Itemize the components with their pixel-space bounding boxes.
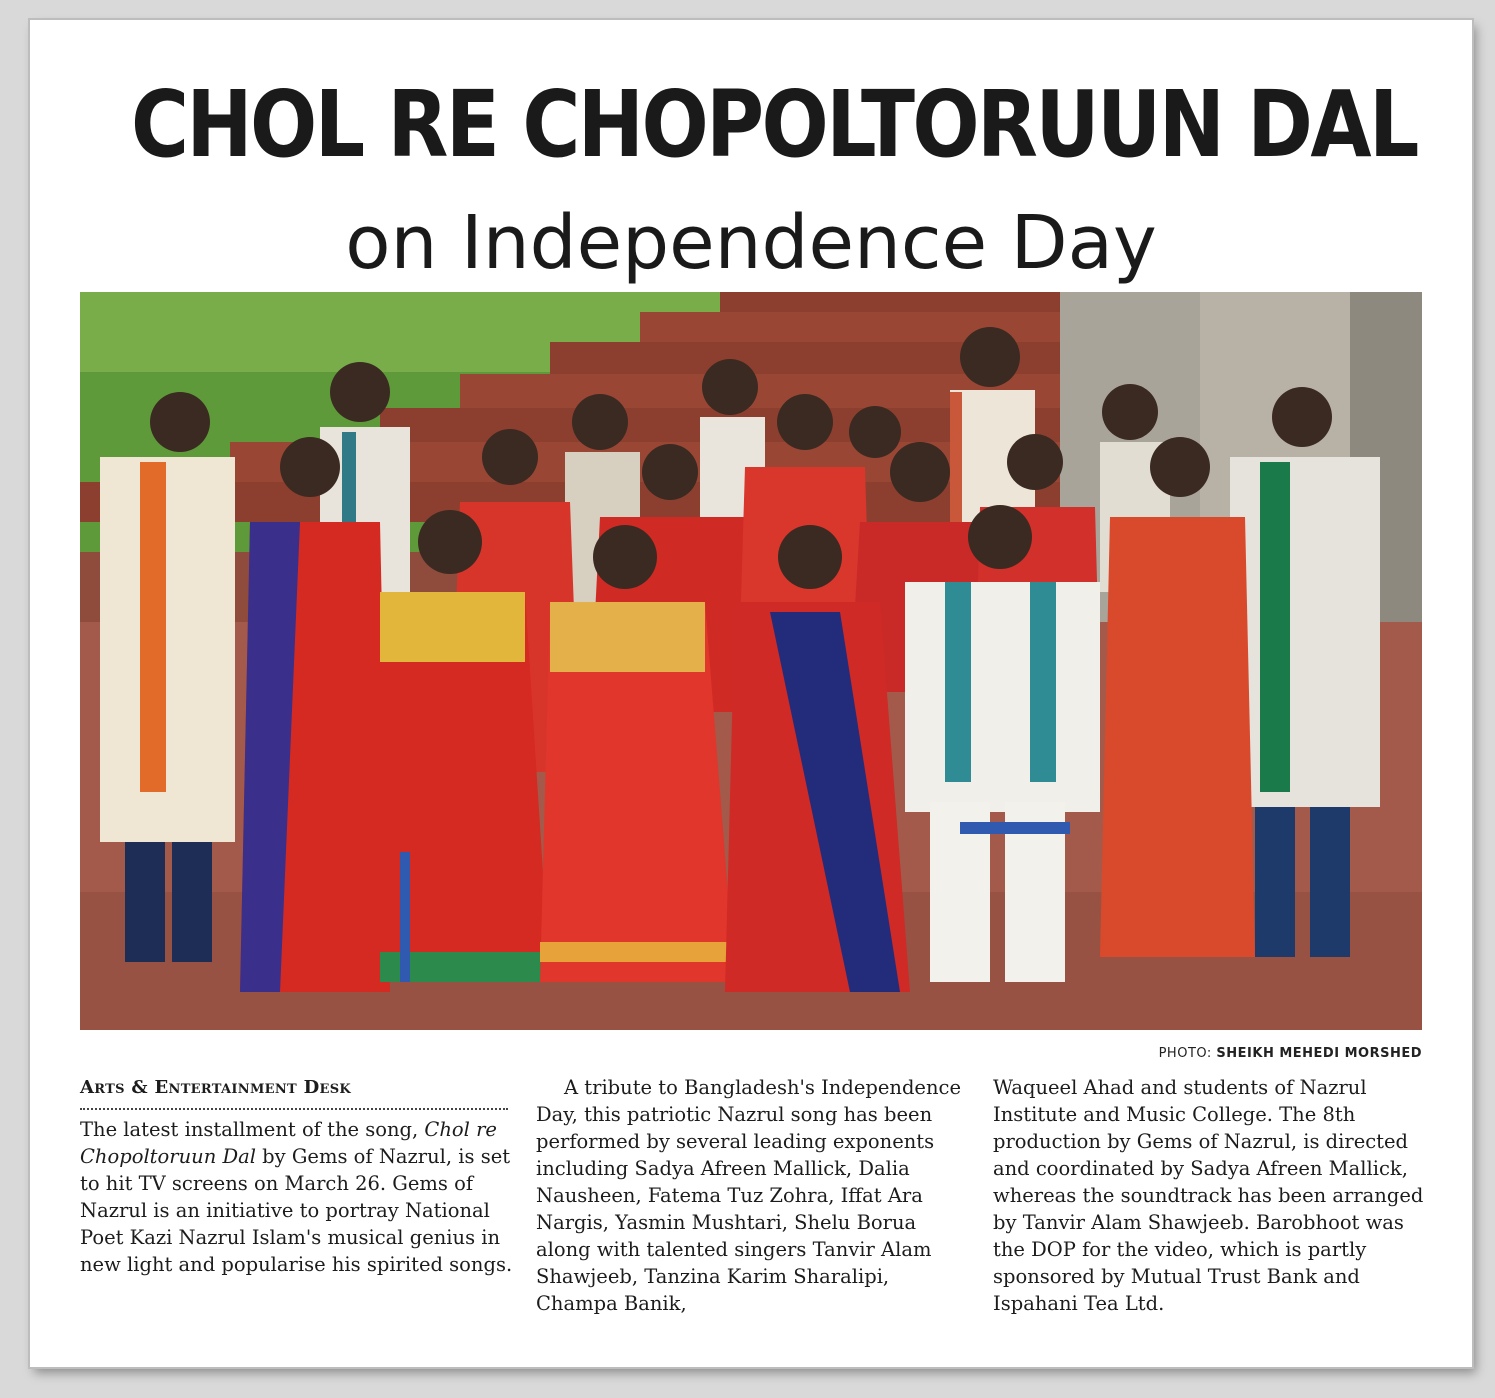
newspaper-page — [30, 20, 1472, 1367]
byline: Arts & Entertainment Desk — [80, 1077, 351, 1098]
article-column-1 — [80, 1074, 516, 1278]
byline-divider — [80, 1102, 508, 1110]
subheadline: on Independence Day — [345, 200, 1157, 286]
column-3-text: Waqueel Ahad and students of Nazrul Institute and Music College. The 8th production by Gems of Nazrul, is directed and coordinated by Sadya Afreen Mallick, whereas the soundtrack has been arranged by Tanvir Alam Shawjeeb. Barobhoot was the DOP for the video, which is partly sponsored by Mutual Trust Bank and Ispahani Tea Ltd. — [993, 1076, 1424, 1315]
column-1-text — [80, 1116, 516, 1278]
group-photo — [80, 292, 1422, 1030]
column-1-intro: The latest installment of the song, — [80, 1118, 425, 1141]
song-title: Chol re Chopoltoruun Dal — [80, 1118, 497, 1168]
article-column-3 — [993, 1074, 1429, 1317]
column-2-text: A tribute to Bangladesh's Independence Day, this patriotic Nazrul song has been performed by several leading exponents including Sadya Afreen Mallick, Dalia Nausheen, Fatema Tuz Zohra, Iffat Ara Nargis, Yasmin Mushtari, Shelu Borua along with talented singers Tanvir Alam Shawjeeb, Tanzina Karim Sharalipi, Champa Banik, — [536, 1076, 961, 1315]
column-1-rest: by Gems of Nazrul, is set to hit TV screens on March 26. Gems of Nazrul is an initiative to portray National Poet Kazi Nazrul Islam's musical genius in new light and popularise his spirited songs. — [80, 1145, 513, 1276]
headline: CHOL RE CHOPOLTORUUN DAL — [130, 71, 1417, 178]
photo-credit-label: PHOTO: — [1158, 1046, 1212, 1061]
photo-credit — [1159, 1046, 1422, 1061]
photo-credit-name: SHEIKH MEHEDI MORSHED — [1216, 1046, 1422, 1061]
article-column-2 — [536, 1074, 972, 1317]
group-photo-illustration — [80, 292, 1422, 1030]
